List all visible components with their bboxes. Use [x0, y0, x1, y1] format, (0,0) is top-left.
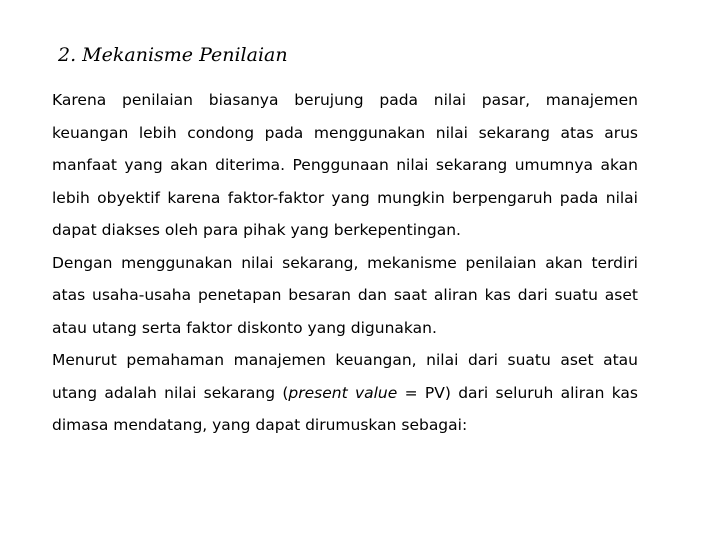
- pv-term-italic: present value: [288, 383, 398, 402]
- paragraph-present-value-definition: [52, 344, 638, 442]
- body-text: [52, 84, 638, 442]
- paragraph-valuation-intro: Karena penilaian biasanya berujung pada nilai pasar, manajemen keuangan lebih condong pada menggunakan nilai sekarang atas arus manfaat yang akan diterima. Penggunaan nilai sekarang umumnya akan lebih obyektif karena faktor-faktor yang mungkin berpengaruh pada nilai dapat diakses oleh para pihak yang berkepentingan.: [52, 91, 638, 239]
- pv-text-after: = PV) dari seluruh aliran kas dimasa mendatang, yang dapat dirumuskan sebagai:: [52, 383, 638, 434]
- paragraph-valuation-mechanism: Dengan menggunakan nilai sekarang, mekanisme penilaian akan terdiri atas usaha-usaha penetapan besaran dan saat aliran kas dari suatu aset atau utang serta faktor diskonto yang digunakan.: [52, 253, 638, 337]
- section-heading: 2. Mekanisme Penilaian: [58, 44, 288, 66]
- pv-text-before: Menurut pemahaman manajemen keuangan, nilai dari suatu aset atau utang adalah nilai sekarang (: [52, 351, 638, 402]
